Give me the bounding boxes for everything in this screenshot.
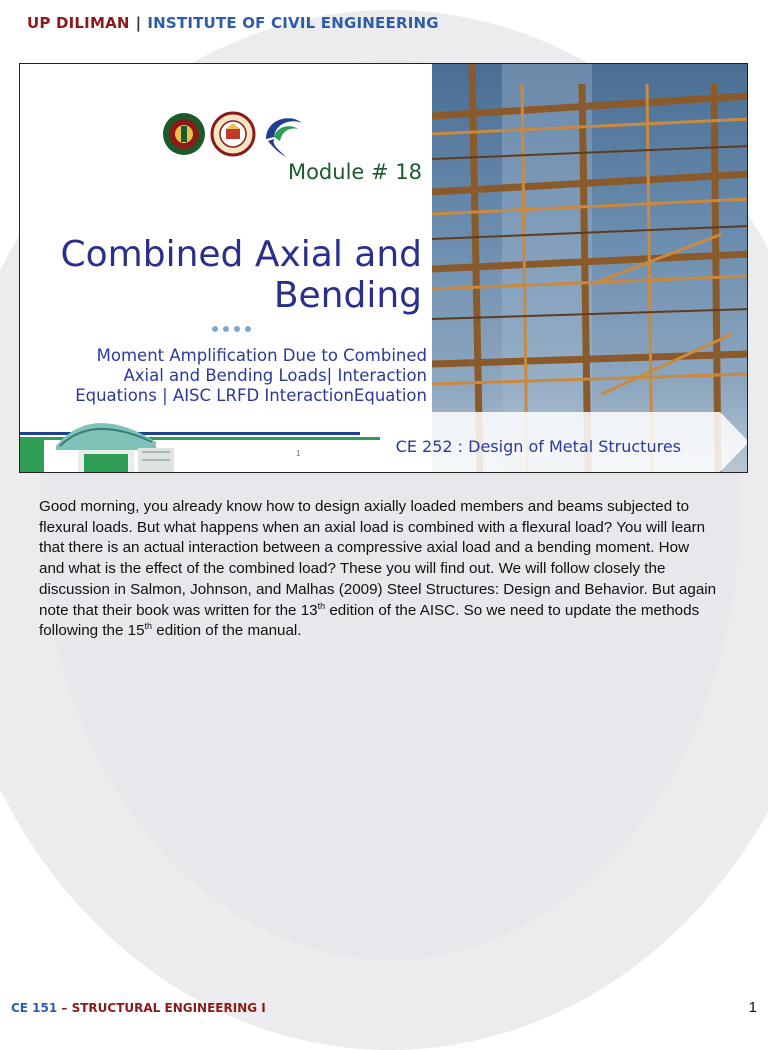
up-seal-icon — [162, 112, 206, 156]
slide-title-line1: Combined Axial and — [60, 234, 422, 275]
slide-number: 1 — [296, 449, 301, 458]
course-title: CE 252 : Design of Metal Structures — [395, 437, 681, 456]
body-line: discussion in Salmon, Johnson, and Malhas (2009) Steel Structures: Design and Behavior. But again — [39, 580, 717, 598]
superscript: th — [144, 621, 153, 632]
footer-course-name: STRUCTURAL ENGINEERING I — [71, 1001, 266, 1015]
body-line — [39, 601, 739, 622]
footer-dash: – — [57, 1001, 72, 1015]
slide-left-panel — [20, 64, 432, 472]
decorative-dots — [212, 326, 251, 332]
header-institute: INSTITUTE OF CIVIL ENGINEERING — [147, 14, 439, 32]
header-university: UP DILIMAN — [27, 14, 130, 32]
ice-logo-icon — [260, 109, 308, 159]
body-text-segment: edition of the AISC. So we need to update the methods — [325, 601, 700, 619]
slide-title — [32, 234, 422, 316]
college-seal-icon — [210, 111, 256, 157]
page-footer — [11, 1001, 266, 1015]
page-header — [27, 14, 439, 32]
body-line: Good morning, you already know how to design axially loaded members and beams subjected to — [39, 498, 690, 515]
body-line: and what is the effect of the combined load? These you will find out. We will follow closely the — [39, 560, 666, 578]
body-paragraph — [39, 497, 739, 642]
superscript: th — [317, 600, 326, 611]
slide-subtitle — [19, 346, 427, 406]
slide-title-line2: Bending — [273, 275, 422, 316]
body-text-segment: note that their book was written for the 13 — [39, 601, 318, 619]
logo-row — [162, 109, 308, 159]
steel-frame-illustration — [432, 64, 748, 472]
body-line: that there is an actual interaction between a compressive axial load and a bending moment. How — [39, 539, 690, 557]
slide-subtitle-line1: Moment Amplification Due to Combined — [96, 346, 427, 365]
slide-subtitle-line3: Equations | AISC LRFD InteractionEquation — [75, 386, 427, 405]
header-separator: | — [135, 14, 142, 32]
body-text-segment: edition of the manual. — [152, 622, 302, 640]
body-text-segment: following the 15 — [39, 622, 145, 640]
steel-frame-construction-photo — [432, 64, 748, 472]
page-number: 1 — [748, 999, 757, 1016]
slide-thumbnail — [19, 63, 748, 473]
module-number: Module # 18 — [287, 160, 422, 184]
footer-course-code: CE 151 — [11, 1001, 58, 1015]
body-line: flexural loads. But what happens when an axial load is combined with a flexural load? You will learn — [39, 518, 706, 536]
slide-subtitle-line2: Axial and Bending Loads| Interaction — [123, 366, 427, 385]
body-line — [39, 621, 739, 642]
